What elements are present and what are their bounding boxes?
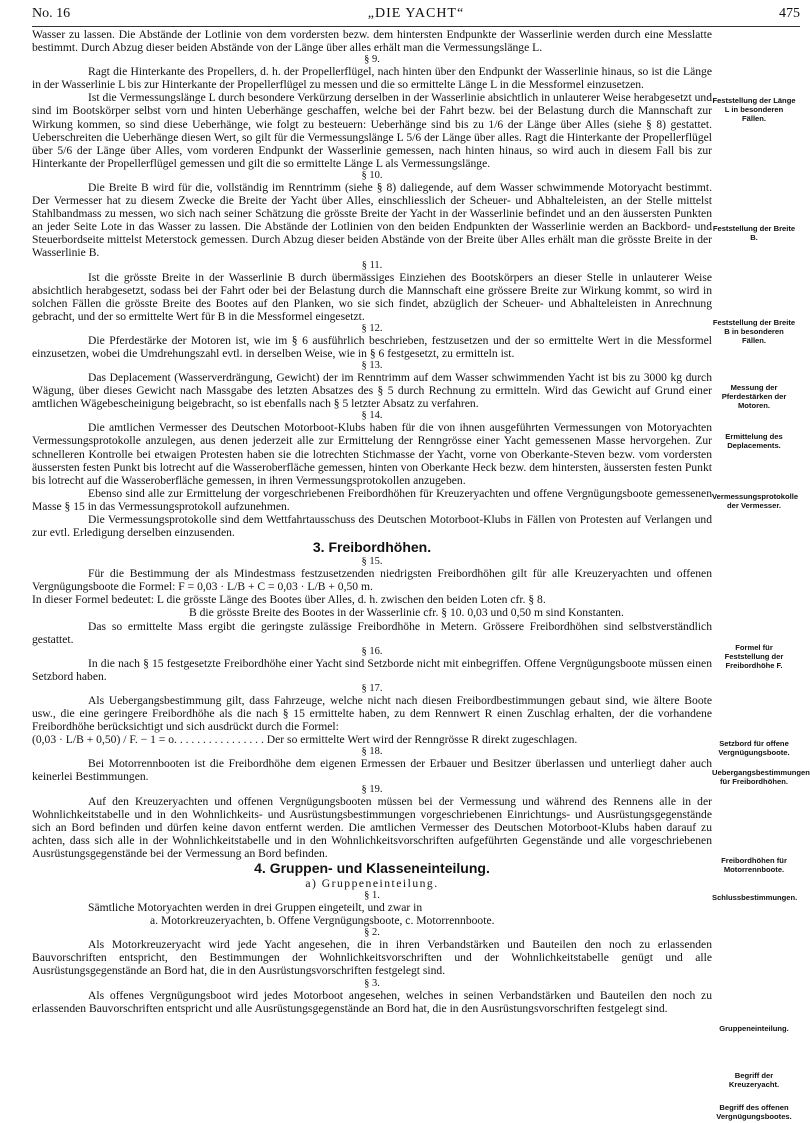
paragraph-number: § 14. [361, 410, 383, 422]
section-heading: 3. Freibordhöhen. [312, 539, 432, 556]
body-paragraph: Das Deplacement (Wasserverdrängung, Gewicht) der im Renntrimm auf dem Wasser schwimmenden Yacht ist bis zu 3000 kg durch Wägung, über dieses Gewicht nach Massgabe des letzten Absatzes des § 5 durch Rechnung zu ermitteln. Wird das Gewicht auf Grund einer amtlichen Wägebescheinigung beigebracht, so ist ebenfalls nach § 5 letzter Absatz zu verfahren. [32, 371, 712, 411]
body-paragraph: Bei Motorrennbooten ist die Freibordhöhe dem eigenen Ermessen der Erbauer und Besitzer überlassen und unterliegt daher auch keinerlei Bestimmungen. [32, 757, 712, 784]
body-paragraph: Wasser zu lassen. Die Abstände der Lotlinie von dem vordersten bezw. dem hintersten Endpunkte der Wasserlinie werden durch eine Messlatte bestimmt. Durch Abzug dieser beiden Abstände von der Länge über alles erhält man die Vermessungslänge L. [32, 28, 712, 55]
margin-note: Messung der Pferdestärken der Motoren. [721, 383, 787, 411]
subsection-heading: a) Gruppeneinteilung. [305, 876, 439, 890]
paragraph-number: § 16. [361, 645, 383, 657]
paragraph-number: § 3. [364, 977, 380, 989]
margin-note: Vermessungsprotokolle der Vermesser. [712, 492, 799, 511]
issue-number: No. 16 [32, 6, 71, 21]
body-paragraph: Die amtlichen Vermesser des Deutschen Motorboot-Klubs haben für die von ihnen ausgeführten Vermessungen von Motoryachten Vermessungsprotokolle anzulegen, aus denen jederzeit alle zur Ermittelung der Renngrösse einer Yacht gemessenen Masse hervorgehen. Zur schnelleren Kontrolle bei etwaigen Protesten haben sie die lotrechten Stichmasse der Yacht, vorne von Oberkante-Steven bezw. vom vordersten äussersten festen Punkt bis lotrecht auf die Wasseroberfläche gemessen, hinten von Oberkante Heck bezw. dem hintersten, äussersten festen Punkt bis lotrecht auf die Wasseroberfläche gemessen, in ihren Vermessungsprotokollen anzugeben. [32, 421, 712, 487]
paragraph-number: § 17. [361, 682, 383, 694]
body-paragraph: Ist die Vermessungslänge L durch besondere Verkürzung derselben in der Wasserlinie absichtlich in unlauterer Weise herabgesetzt und sind im Bootskörper selbst vorn und hinten Ueberhänge geschaffen, welche bei der Fahrt bezw. bei der Belastung durch die Mannschaft zur Wirkung kommen, so sind diese Ueberhänge, wie folgt zu besteuern: Ueberhänge sind bis zu 1/6 der Länge über Alles (siehe § 8) gestattet. Ueberschreiten die Ueberhänge diesen Wert, so gilt für die Vermessungslänge L 5/6 der Länge über alles. Ragt die Hinterkante der Propellerflügel über 5/6 der Länge über Alles, vom vorderen Endpunkt der Wasserlinie gemessen, nach hinten hinaus, so wird auch in diesem Fall bis zur Hinterkante der Propellerflügel gemessen und gilt die so ermittelte Länge L als Vermessungslänge. [32, 91, 712, 170]
body-paragraph: Als Uebergangsbestimmung gilt, dass Fahrzeuge, welche nicht nach diesen Freibordbestimmungen gebaut sind, wie ältere Boote usw., die eine geringere Freibordhöhe als die nach § 15 ermittelte haben, zu dem Rennwert R einen Zuschlag erhalten, der die vorhandene Freibordhöhe berücksichtigt und sich ausdrückt durch die Formel: [32, 693, 712, 734]
margin-note: Begriff des offenen Vergnügungsbootes. [716, 1103, 792, 1122]
paragraph-number: § 9. [364, 54, 380, 66]
margin-note: Setzbord für offene Vergnügungsboote. [718, 739, 790, 758]
paragraph-number: § 19. [361, 783, 383, 795]
body-paragraph: Ebenso sind alle zur Ermittelung der vorgeschriebenen Freibordhöhen für Kreuzeryachten und offene Vergnügungsboote gemessenen Masse § 15 in das Vermessungsprotokoll aufzunehmen. [32, 486, 712, 513]
paragraph-number: § 10. [361, 169, 383, 181]
section-heading: 4. Gruppen- und Klasseneinteilung. [254, 859, 490, 876]
margin-note: Feststellung der Breite B in besonderen Fällen. [712, 318, 796, 346]
page-header [32, 6, 800, 27]
paragraph-number: § 12. [361, 322, 383, 334]
body-paragraph: Ragt die Hinterkante des Propellers, d. h. der Propellerflügel, nach hinten über den Endpunkt der Wasserlinie hinaus, so ist die Länge in der Wasserlinie L bis zur Hinterkante der Propellerflügel zu messen und die so ermittelte Länge L in die Messformel einzusetzen. [32, 65, 712, 92]
body-paragraph: Als Motorkreuzeryacht wird jede Yacht angesehen, die in ihren Verbandstärken und Bauteilen den noch zu erlassenden Bauvorschriften entspricht, den Bestimmungen der Wohnlichkeitsvorschriften und der Wohnlichkeitstabelle genügt und alle Ausrüstungsgegenstände an Bord hat, die in den Ausrüstungsvorschriften festgelegt sind. [32, 938, 712, 978]
body-paragraph: In die nach § 15 festgesetzte Freibordhöhe einer Yacht sind Setzborde nicht mit einbegriffen. Offene Vergnügungsboote müssen einen Setzbord haben. [32, 656, 712, 683]
margin-note: Formel für Feststellung der Freibordhöhe F. [724, 643, 784, 671]
body-paragraph: Die Breite B wird für die, vollständig im Renntrimm (siehe § 8) daliegende, auf dem Wasser schwimmende Motoryacht bestimmt. Der Vermesser hat zu diesem Zwecke die Breite der Yacht über Alles, einschliesslich der Scheuer- und Abhalteleisten, an der Stelle mittelst Stahlbandmass zu messen, wo sich nach seiner Schätzung die grösste Breite der Yacht in der Wasserlinie befindet und an den äussersten Punkten an jeder Seite Lote in das Wasser zu lassen. Die Abstände der Lotlinien von den beiden Endpunkten der Wasserlinie werden an Backbord- und Steuerbordseite mittelst Meterstock gemessen. Durch Abzug dieser beiden Abstände von der Breite über Alles erhält man die grösste Breite in der Wasserlinie B. [32, 180, 712, 260]
margin-note: Freibordhöhen für Motorrennboote. [721, 856, 787, 875]
body-paragraph: In dieser Formel bedeutet: L die grösste Länge des Bootes über Alles, d. h. zwischen den beiden Loten cfr. § 8. [32, 593, 546, 607]
paragraph-number: § 1. [364, 890, 380, 902]
margin-note: Gruppeneinteilung. [719, 1024, 789, 1033]
body-paragraph: Als offenes Vergnügungsboot wird jedes Motorboot angesehen, welches in seinen Verbandstärken und Bauteilen den noch zu erlassenden Bauvorschriften entspricht und alle Ausrüstungsgegenstände an Bord hat, die in den Ausrüstungsvorschriften festgelegt sind. [32, 988, 712, 1015]
paragraph-number: § 13. [361, 360, 383, 372]
body-paragraph: Ist die grösste Breite in der Wasserlinie B durch übermässiges Einziehen des Bootskörpers an dieser Stelle in unlauterer Weise absichtlich herabgesetzt, sodass bei der Fahrt oder bei der Belastung durch die Mannschaft eine grössere Breite zur Wirkung kommt, so wird in solchen Fällen die grösste Breite des Bootes auf den Planken, wo sie sich findet, abzüglich der Scheuer- und Abhalteleisten in Anrechnung gebracht, und der so ermittelte Wert für B in die Messformel eingesetzt. [32, 270, 712, 323]
article-body [32, 28, 712, 1015]
body-paragraph: Für die Bestimmung der als Mindestmass festzusetzenden niedrigsten Freibordhöhen gilt für alle Kreuzeryachten und offenen Vergnügungsboote die Formel: F = 0,03 · L/B + C = 0,03 · L/B + 0,50 m. [32, 567, 712, 594]
margin-note: Ermittelung des Deplacements. [725, 432, 783, 451]
margin-note: Uebergangsbestimmungen für Freibordhöhen. [712, 768, 810, 787]
paragraph-number: § 2. [364, 927, 380, 939]
paragraph-number: § 11. [361, 259, 383, 271]
body-paragraph: Die Pferdestärke der Motoren ist, wie im § 6 ausführlich beschrieben, festzusetzen und der so ermittelte Wert in die Messformel einzusetzen, wobei die Umdrehungszahl evtl. in derselben Weise, wie in § 6 festgesetzt, zu ermitteln ist. [32, 333, 712, 360]
margin-note: Begriff der Kreuzeryacht. [728, 1071, 780, 1090]
margin-note: Feststellung der Breite B. [712, 224, 796, 243]
body-paragraph: B die grösste Breite des Bootes in der Wasserlinie cfr. § 10. 0,03 und 0,50 m sind Konstanten. [189, 606, 624, 620]
journal-title: „DIE YACHT“ [367, 6, 465, 21]
body-paragraph: Auf den Kreuzeryachten und offenen Vergnügungsbooten müssen bei der Vermessung und während des Rennens alle in der Wohnlichkeitstabelle und in den Wohnlichkeits- und Ausrüstungsbestimmungen vorgeschriebenen Einrichtungs- und Ausrüstungsgegenstände sich an Bord befinden und dürfen keine davon entfernt werden. Die amtlichen Vermesser des Deutschen Motorboot-Klubs haben darauf zu achten, dass sich alle in der Wohnlichkeitstabelle und in den Wohnlichkeitsvorschriften aufgeführten Gegenstände und alle vorgeschriebenen Ausrüstungsgegenstände bei der Vermessung an Bord befinden. [32, 794, 712, 860]
margin-note: Feststellung der Länge L in besonderen Fällen. [712, 96, 796, 124]
paragraph-number: § 15. [361, 556, 383, 568]
page-number: 475 [779, 6, 800, 21]
body-paragraph: a. Motorkreuzeryachten, b. Offene Vergnügungsboote, c. Motorrennboote. [150, 914, 495, 928]
body-paragraph: Sämtliche Motoryachten werden in drei Gruppen eingeteilt, und zwar in [88, 901, 423, 915]
body-paragraph: Die Vermessungsprotokolle sind dem Wettfahrtausschuss des Deutschen Motorboot-Klubs in Fällen von Protesten auf Verlangen und zur evtl. Erledigung derselben einzusenden. [32, 513, 712, 540]
body-paragraph: (0,03 · L/B + 0,50) / F. − 1 = o. . . . . . . . . . . . . . . . Der so ermittelte Wert wird der Renngrösse R direkt zugeschlagen. [32, 733, 578, 747]
paragraph-number: § 18. [361, 746, 383, 758]
body-paragraph: Das so ermittelte Mass ergibt die geringste zulässige Freibordhöhe in Metern. Grössere Freibordhöhen sind selbstverständlich gestattet. [32, 619, 712, 646]
margin-note: Schlussbestimmungen. [712, 893, 798, 902]
